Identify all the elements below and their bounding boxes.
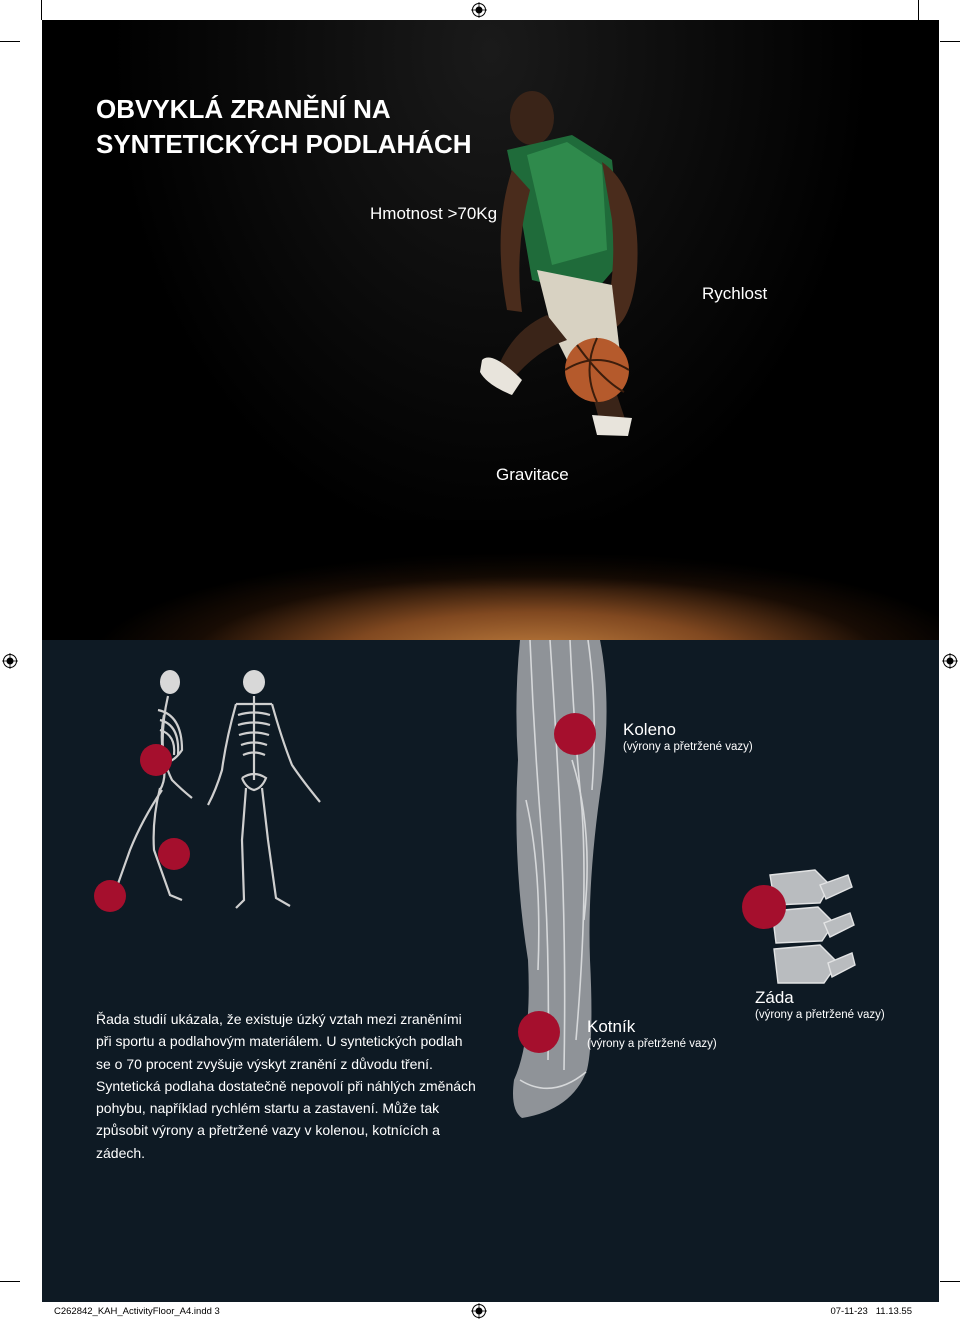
- injury-marker-leg-ankle: [518, 1011, 560, 1053]
- injury-ankle-detail: (výrony a přetržené vazy): [587, 1038, 717, 1050]
- injury-marker-ankle: [94, 880, 126, 912]
- footer-filename: C262842_KAH_ActivityFloor_A4.indd 3: [54, 1306, 220, 1317]
- crop-mark: [0, 1281, 20, 1282]
- skeleton-back-image: [202, 670, 332, 920]
- crop-mark: [940, 41, 960, 42]
- body-paragraph: Řada studií ukázala, že existuje úzký vztah mezi zraněními při sportu a podlahovým materiálem. U syntetických podlah se o 70 procent zvyšuje výskyt zranění z důvodu tření. Syntetická podlaha dostatečně nepovolí při náhlých změnách pohybu, například rychlém startu a zastavení. Může tak způsobit výrony a přetržené vazy v kolenou, kotnících a zádech.: [96, 1011, 476, 1161]
- crop-mark: [41, 0, 42, 20]
- speed-label: Rychlost: [702, 284, 768, 303]
- weight-label: Hmotnost >70Kg: [370, 204, 498, 223]
- registration-mark-icon: [2, 653, 18, 669]
- registration-mark-icon: [942, 653, 958, 669]
- injury-knee-title: Koleno: [623, 720, 676, 739]
- injury-marker-leg-knee: [554, 713, 596, 755]
- injury-ankle-title: Kotník: [587, 1017, 636, 1036]
- hero-panel: [42, 20, 939, 640]
- injury-panel: [42, 640, 939, 1302]
- injury-knee-detail: (výrony a přetržené vazy): [623, 741, 753, 753]
- crop-mark: [918, 0, 919, 20]
- page-title: OBVYKLÁ ZRANĚNÍ NA SYNTETICKÝCH PODLAHÁCH: [96, 94, 472, 159]
- injury-marker-back: [140, 744, 172, 776]
- crop-mark: [0, 41, 20, 42]
- footer-timestamp: 07-11-23 11.13.55: [830, 1306, 912, 1317]
- spine-image: [760, 865, 855, 995]
- registration-mark-icon: [471, 1303, 487, 1319]
- injury-back-detail: (výrony a přetržené vazy): [755, 1009, 885, 1021]
- injury-marker-knee: [158, 838, 190, 870]
- gravity-label: Gravitace: [496, 465, 569, 484]
- injury-back-title: Záda: [755, 988, 794, 1007]
- registration-mark-icon: [471, 2, 487, 18]
- injury-marker-spine: [742, 885, 786, 929]
- crop-mark: [940, 1281, 960, 1282]
